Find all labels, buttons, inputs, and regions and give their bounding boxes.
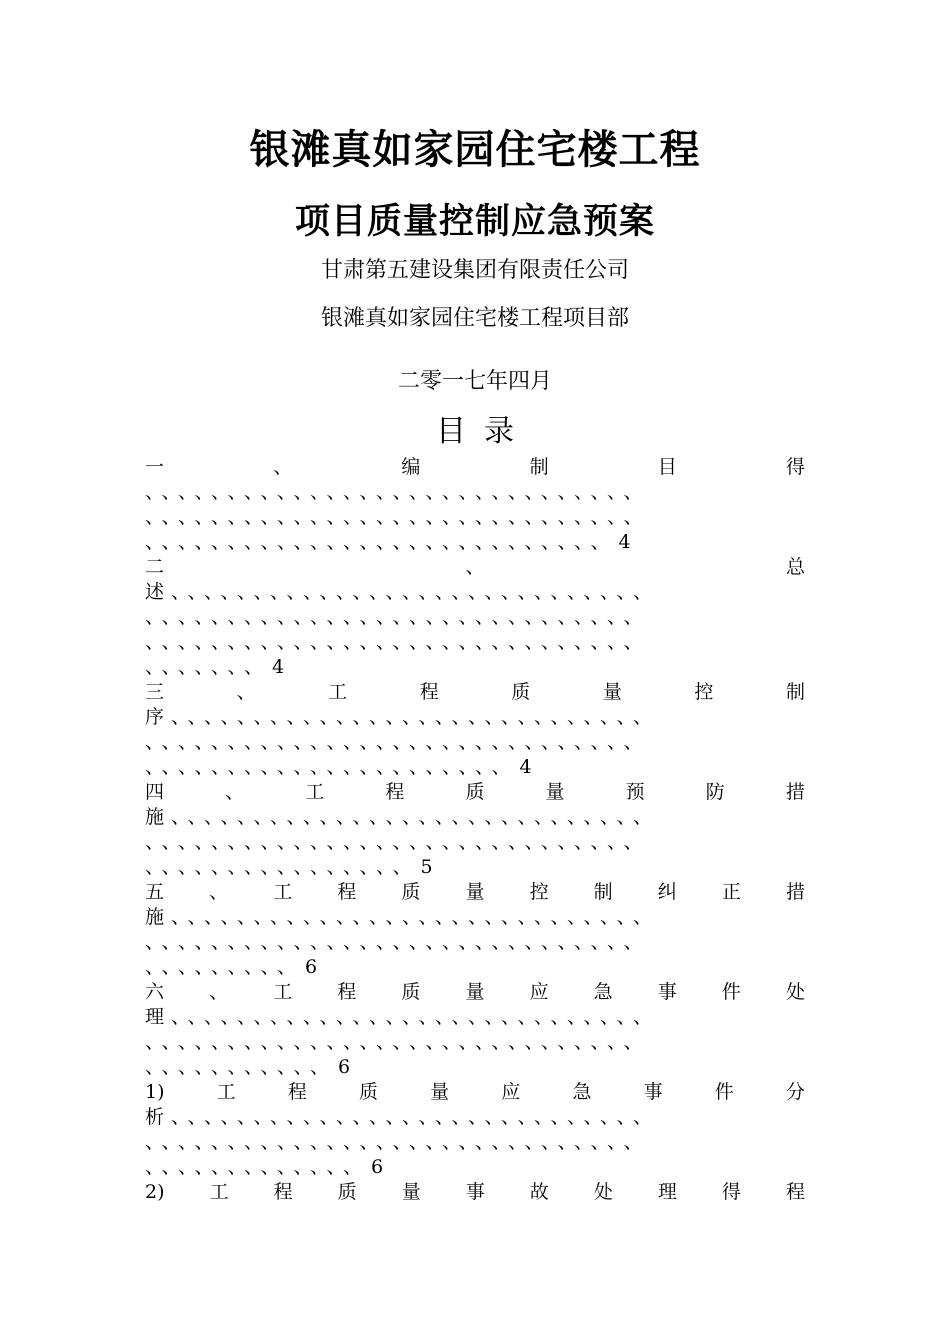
toc-leader-line xyxy=(145,955,805,980)
toc-title-char: 急 xyxy=(593,981,613,1003)
toc-title-char: 、 xyxy=(225,781,245,803)
toc-entry[interactable] xyxy=(145,1080,805,1180)
toc-leader-line xyxy=(145,1130,805,1155)
toc-leader-line xyxy=(145,605,805,630)
toc-title-char: 措 xyxy=(785,881,805,903)
toc-title-char: 程 xyxy=(337,881,357,903)
toc-title-char: 纠 xyxy=(657,881,677,903)
toc-leader-line xyxy=(145,580,805,605)
toc-title-char: 制 xyxy=(529,456,549,478)
toc-title-char: 工 xyxy=(273,981,293,1003)
toc-title-char: 事 xyxy=(643,1081,663,1103)
toc-title-char: 程 xyxy=(419,681,439,703)
toc-leader-dots: 理、、、、、、、、、、、、、、、、、、、、、、、、、、、、、 xyxy=(145,1006,660,1028)
toc-title-char: 件 xyxy=(721,981,741,1003)
toc-leader-dots: 、、、、、、、、、、、、、、、、、、、、、、、、、、、、、、 xyxy=(145,731,650,753)
toc-leader-dots: 施、、、、、、、、、、、、、、、、、、、、、、、、、、、、、 xyxy=(145,806,660,828)
toc-title-char: 编 xyxy=(401,456,421,478)
toc-title-char: 质 xyxy=(465,781,485,803)
table-of-contents xyxy=(145,455,805,1205)
toc-title-char: 分 xyxy=(785,1081,805,1103)
toc-leader-dots: 施、、、、、、、、、、、、、、、、、、、、、、、、、、、、、 xyxy=(145,906,660,928)
toc-title-char: 质 xyxy=(401,881,421,903)
toc-leader-dots: 、、、、、、、、、、、、、、、、、、、、、、、、、、、、、、 xyxy=(145,481,650,503)
toc-leader-line xyxy=(145,1155,805,1180)
toc-title-char: 一 xyxy=(145,456,165,478)
toc-title-char: 制 xyxy=(593,881,613,903)
toc-title-char: 程 xyxy=(287,1081,307,1103)
toc-entry-title xyxy=(145,1080,805,1105)
project-department: 银滩真如家园住宅楼工程项目部 xyxy=(320,306,629,331)
toc-page-number: 5 xyxy=(420,856,433,878)
toc-entry[interactable] xyxy=(145,1180,805,1205)
toc-title-char: 量 xyxy=(545,781,565,803)
toc-leader-line xyxy=(145,905,805,930)
toc-entry-title xyxy=(145,880,805,905)
toc-leader-dots: 析、、、、、、、、、、、、、、、、、、、、、、、、、、、、、 xyxy=(145,1106,660,1128)
toc-title-char: 质 xyxy=(337,1181,357,1203)
toc-page-number: 6 xyxy=(305,956,318,978)
toc-leader-line xyxy=(145,730,805,755)
toc-title-char: 故 xyxy=(529,1181,549,1203)
toc-leader-line xyxy=(145,1105,805,1130)
toc-entry[interactable] xyxy=(145,780,805,880)
toc-title-char: 程 xyxy=(337,981,357,1003)
toc-title-char: 处 xyxy=(785,981,805,1003)
toc-title-char: 、 xyxy=(465,556,485,578)
toc-title-char: 事 xyxy=(657,981,677,1003)
toc-heading xyxy=(0,414,950,450)
toc-heading-char: 录 xyxy=(484,414,514,449)
toc-leader-dots: 、、、、、、、 xyxy=(145,656,271,678)
toc-title-char: 四 xyxy=(145,781,165,803)
document-subtitle: 项目质量控制应急预案 xyxy=(294,202,655,242)
toc-title-char: 六 xyxy=(145,981,165,1003)
toc-title-char: 五 xyxy=(145,881,165,903)
toc-title-char: 应 xyxy=(529,981,549,1003)
toc-entry-title xyxy=(145,980,805,1005)
toc-title-char: 得 xyxy=(785,456,805,478)
toc-title-char: 目 xyxy=(657,456,677,478)
toc-title-char: 事 xyxy=(465,1181,485,1203)
toc-leader-dots: 、、、、、、、、、、、、、、、、、、、、、、、、、、、、 xyxy=(145,531,617,553)
toc-title-char: 三 xyxy=(145,681,165,703)
toc-page-number: 6 xyxy=(371,1156,384,1178)
toc-title-char: 质 xyxy=(401,981,421,1003)
toc-title-char: 件 xyxy=(714,1081,734,1103)
toc-leader-dots: 、、、、、、、、、 xyxy=(145,956,304,978)
toc-title-char: 工 xyxy=(209,1181,229,1203)
toc-title-char: 工 xyxy=(216,1081,236,1103)
toc-title-char: 处 xyxy=(593,1181,613,1203)
toc-leader-dots: 、、、、、、、、、、、 xyxy=(145,1056,337,1078)
toc-title-char: 程 xyxy=(785,1181,805,1203)
toc-leader-dots: 、、、、、、、、、、、、、、、、 xyxy=(145,856,419,878)
toc-leader-line xyxy=(145,805,805,830)
toc-leader-line xyxy=(145,1005,805,1030)
toc-title-char: 量 xyxy=(602,681,622,703)
toc-title-char: 总 xyxy=(785,556,805,578)
toc-entry-title xyxy=(145,555,805,580)
toc-leader-line xyxy=(145,705,805,730)
toc-leader-dots: 、、、、、、、、、、、、、 xyxy=(145,1156,370,1178)
toc-title-char: 控 xyxy=(529,881,549,903)
toc-title-char: 、 xyxy=(236,681,256,703)
document-date: 二零一七年四月 xyxy=(397,369,552,394)
toc-leader-dots: 、、、、、、、、、、、、、、、、、、、、、、、、、、、、、、 xyxy=(145,606,650,628)
toc-heading-char: 目 xyxy=(436,414,466,449)
toc-leader-dots: 、、、、、、、、、、、、、、、、、、、、、、、、、、、、、、 xyxy=(145,831,650,853)
toc-title-char: 2) xyxy=(145,1181,165,1203)
toc-entry-title xyxy=(145,1180,805,1205)
toc-title-char: 工 xyxy=(273,881,293,903)
toc-page-number: 4 xyxy=(519,756,532,778)
toc-title-char: 1) xyxy=(145,1081,165,1103)
toc-title-char: 质 xyxy=(358,1081,378,1103)
toc-leader-line xyxy=(145,1030,805,1055)
toc-title-char: 量 xyxy=(430,1081,450,1103)
toc-leader-dots: 、、、、、、、、、、、、、、、、、、、、、、、、、、、、、、 xyxy=(145,631,650,653)
toc-title-char: 、 xyxy=(209,881,229,903)
toc-title-char: 量 xyxy=(465,981,485,1003)
toc-leader-dots: 、、、、、、、、、、、、、、、、、、、、、、、、、、、、、、 xyxy=(145,1031,650,1053)
toc-entry[interactable] xyxy=(145,455,805,555)
toc-title-char: 理 xyxy=(657,1181,677,1203)
toc-page-number: 4 xyxy=(618,531,631,553)
toc-entry[interactable] xyxy=(145,880,805,980)
toc-entry-title xyxy=(145,680,805,705)
toc-title-char: 制 xyxy=(785,681,805,703)
toc-leader-line xyxy=(145,755,805,780)
toc-title-char: 量 xyxy=(401,1181,421,1203)
toc-title-char: 急 xyxy=(572,1081,592,1103)
document-title: 银滩真如家园住宅楼工程 xyxy=(249,127,701,173)
toc-leader-line xyxy=(145,480,805,505)
toc-leader-dots: 、、、、、、、、、、、、、、、、、、、、、、、、、、、、、、 xyxy=(145,931,650,953)
toc-leader-line xyxy=(145,530,805,555)
toc-title-char: 二 xyxy=(145,556,165,578)
toc-title-char: 质 xyxy=(511,681,531,703)
toc-leader-line xyxy=(145,1055,805,1080)
toc-leader-dots: 、、、、、、、、、、、、、、、、、、、、、、 xyxy=(145,756,518,778)
toc-title-char: 、 xyxy=(273,456,293,478)
toc-leader-dots: 、、、、、、、、、、、、、、、、、、、、、、、、、、、、、、 xyxy=(145,506,650,528)
toc-leader-line xyxy=(145,630,805,655)
toc-page-number: 4 xyxy=(272,656,285,678)
toc-title-char: 量 xyxy=(465,881,485,903)
toc-leader-line xyxy=(145,855,805,880)
toc-title-char: 程 xyxy=(273,1181,293,1203)
toc-title-char: 工 xyxy=(305,781,325,803)
toc-title-char: 程 xyxy=(385,781,405,803)
toc-leader-line xyxy=(145,930,805,955)
toc-leader-line xyxy=(145,830,805,855)
toc-entry-title xyxy=(145,455,805,480)
toc-title-char: 、 xyxy=(209,981,229,1003)
toc-page-number: 6 xyxy=(338,1056,351,1078)
company-name: 甘肃第五建设集团有限责任公司 xyxy=(320,258,629,283)
toc-title-char: 措 xyxy=(785,781,805,803)
toc-leader-dots: 、、、、、、、、、、、、、、、、、、、、、、、、、、、、、、 xyxy=(145,1131,650,1153)
toc-title-char: 预 xyxy=(625,781,645,803)
toc-leader-dots: 述、、、、、、、、、、、、、、、、、、、、、、、、、、、、、 xyxy=(145,581,660,603)
toc-leader-line xyxy=(145,505,805,530)
toc-entry[interactable] xyxy=(145,555,805,680)
toc-title-char: 防 xyxy=(705,781,725,803)
toc-entry[interactable] xyxy=(145,980,805,1080)
toc-title-char: 控 xyxy=(694,681,714,703)
toc-leader-dots: 序、、、、、、、、、、、、、、、、、、、、、、、、、、、、、 xyxy=(145,706,660,728)
toc-entry[interactable] xyxy=(145,680,805,780)
toc-title-char: 应 xyxy=(501,1081,521,1103)
toc-entry-title xyxy=(145,780,805,805)
toc-title-char: 工 xyxy=(328,681,348,703)
toc-title-char: 正 xyxy=(721,881,741,903)
toc-leader-line xyxy=(145,655,805,680)
toc-title-char: 得 xyxy=(721,1181,741,1203)
